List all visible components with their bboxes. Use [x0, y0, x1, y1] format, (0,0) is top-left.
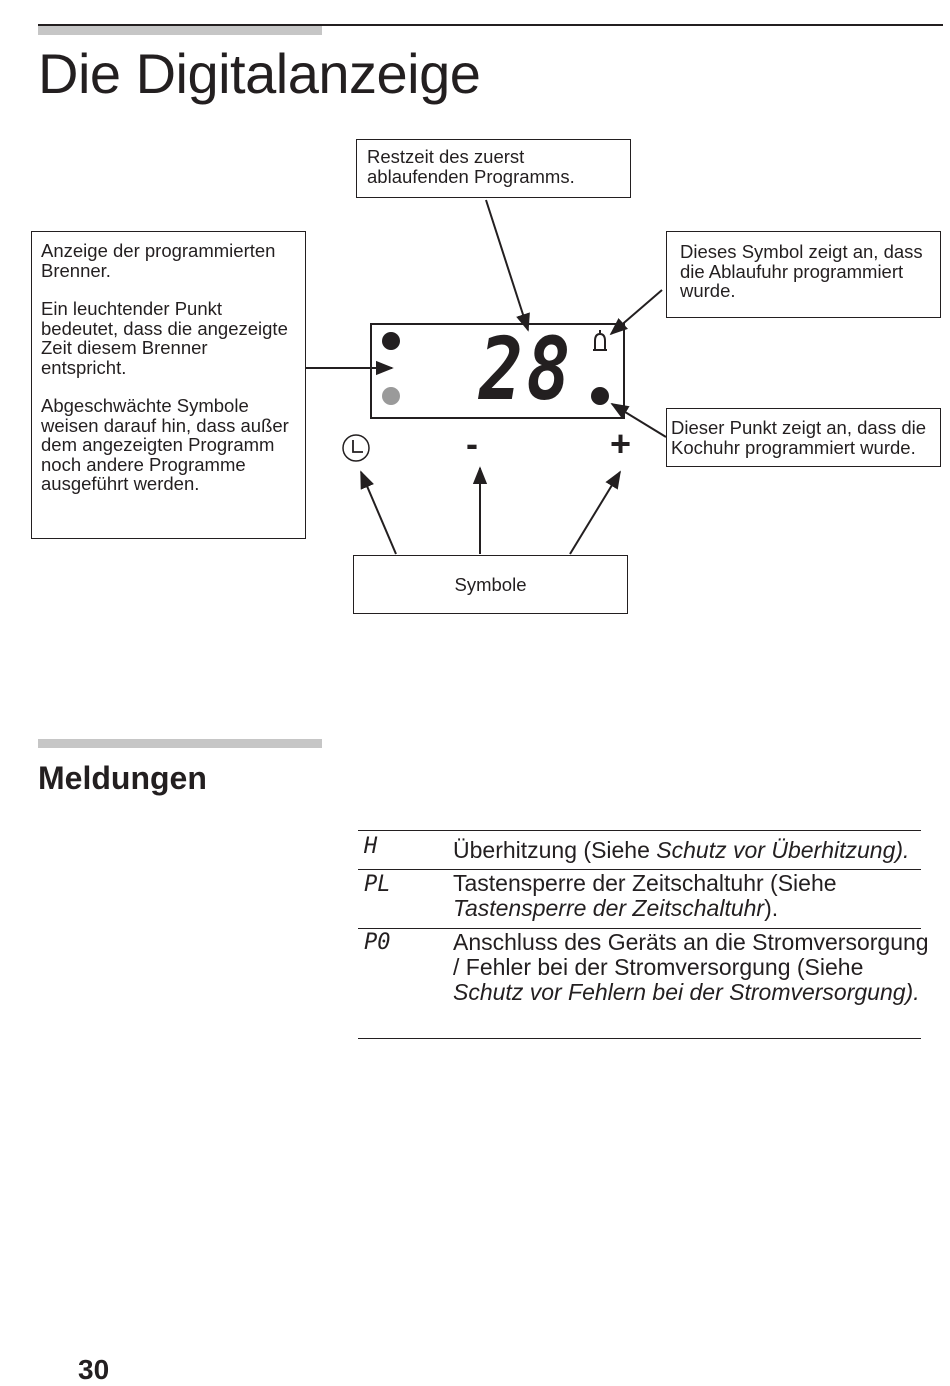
message-text: Überhitzung (Siehe Schutz vor Überhitzung). — [453, 837, 910, 863]
callout-timer-dot — [666, 408, 941, 467]
callout-right-bottom-text: Dieser Punkt zeigt an, dass die Kochuhr programmiert wurde. — [671, 417, 927, 458]
page-number: 30 — [78, 1354, 110, 1385]
callout-bottom-text: Symbole — [454, 574, 527, 595]
section-title: Meldungen — [38, 760, 207, 796]
clock-icon — [343, 435, 369, 461]
timer-dot-icon — [591, 387, 609, 405]
minus-symbol: - — [466, 423, 478, 464]
message-code: PL — [364, 872, 391, 897]
burner-dot-icon — [382, 332, 400, 350]
message-code: H — [364, 834, 378, 859]
message-text: Tastensperre der Zeitschaltuhr (Siehe Tastensperre der Zeitschaltuhr). — [453, 870, 837, 921]
message-code: P0 — [364, 930, 391, 955]
table-rule — [358, 1038, 921, 1039]
section-bar-2 — [38, 739, 322, 748]
callout-symbols — [353, 555, 628, 614]
plus-symbol: + — [610, 423, 632, 464]
callout-remaining-time — [356, 139, 631, 198]
message-text: Anschluss des Geräts an die Stromversorgung / Fehler bei der Stromversorgung (Siehe Schutz vor Fehlern bei der Stromversorgung). — [453, 929, 929, 1005]
callout-left-text-3: Abgeschwächte Symbole weisen darauf hin, dass außer dem angezeigten Programm noch andere Programme ausgeführt werden. — [41, 395, 289, 494]
page-title: Die Digitalanzeige — [38, 42, 481, 105]
table-rule — [358, 830, 921, 831]
dimmed-dot-icon — [382, 387, 400, 405]
callout-top-text: Restzeit des zuerst ablaufenden Programms. — [367, 146, 575, 187]
callout-left-text-1: Anzeige der programmierten Brenner. — [41, 240, 276, 281]
callout-left-text-2: Ein leuchtender Punkt bedeutet, dass die angezeigte Zeit diesem Brenner entspricht. — [41, 298, 288, 378]
callout-alarm-symbol — [666, 231, 941, 318]
bell-icon — [593, 330, 607, 350]
callout-right-top-text: Dieses Symbol zeigt an, dass die Ablaufuhr programmiert wurde. — [680, 241, 923, 301]
display-digits: 28 — [479, 320, 574, 420]
callout-burners — [31, 231, 306, 539]
